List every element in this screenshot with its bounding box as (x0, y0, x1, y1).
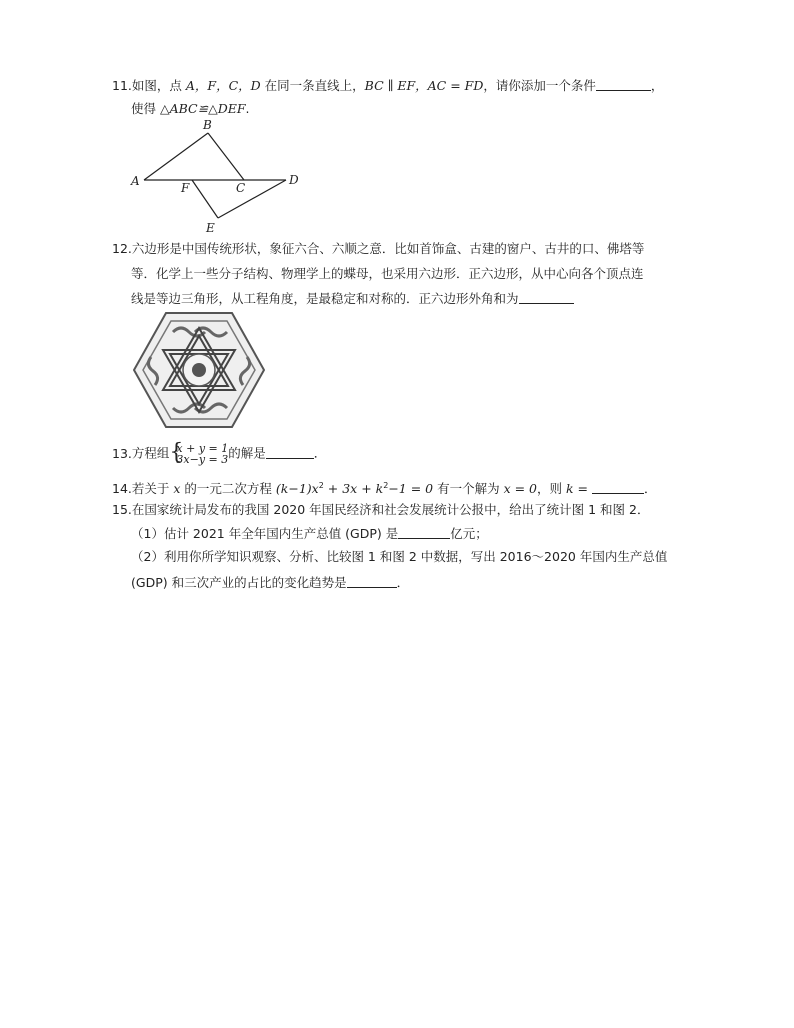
label-d: D (289, 173, 299, 187)
segment-bc (208, 133, 244, 180)
q15-sub2-line2: (GDP) 和三次产业的占比的变化趋势是 ． (131, 575, 410, 590)
label-c: C (236, 181, 246, 195)
q13-number: 13. (112, 445, 132, 461)
label-a: A (131, 174, 140, 188)
label-e: E (206, 221, 215, 235)
equation-system: { x + y = 1 3x−y = 3 (169, 440, 229, 466)
q12-line3: 线是等边三角形，从工程角度，是最稳定和对称的．正六边形外角和为 (131, 290, 574, 307)
q15-sub1-answer-blank[interactable] (398, 525, 450, 539)
q15-sub2-answer-blank[interactable] (347, 574, 397, 588)
label-b: B (203, 118, 212, 132)
q13-line: 13.方程组 { x + y = 1 3x−y = 3 的解是 ． (112, 440, 327, 466)
q12-number: 12. (112, 241, 132, 256)
q14-answer-blank[interactable] (592, 480, 644, 494)
q12-line2: 等．化学上一些分子结构、物理学上的蝶母，也采用六边形．正六边形，从中心向各个顶点连 (131, 266, 644, 281)
segment-fe (192, 180, 218, 218)
segment-ed (218, 180, 286, 218)
label-f: F (181, 181, 190, 195)
segment-ab (144, 133, 208, 180)
equation-2: 3x−y = 3 (176, 453, 229, 466)
equation-1: x + y = 1 (176, 442, 229, 455)
hexagon-ornament-image (133, 312, 265, 428)
q14-number: 14. (112, 481, 132, 496)
q12-line1: 12.六边形是中国传统形状，象征六合、六顺之意．比如首饰盒、古建的窗户、古井的口、佛塔等 (112, 241, 645, 256)
q15-sub2-line1: （2）利用你所学知识观察、分析、比较图 1 和图 2 中数据，写出 2016～2020 年国内生产总值 (131, 549, 668, 564)
q15-sub1: （1）估计 2021 年全年国内生产总值 (GDP) 是 亿元； (131, 526, 488, 541)
q12-answer-blank[interactable] (519, 290, 574, 304)
q14-line: 14.若关于 x 的一元二次方程 $(k-1)x^2 + 3x + k^2-1 = 0$ 有一个解为 x = 0，则 k = ． (112, 481, 657, 496)
q11-answer-blank[interactable] (596, 77, 651, 91)
q15-number: 15. (112, 502, 132, 517)
q15-line1: 15.在国家统计局发布的我国 2020 年国民经济和社会发展统计公报中，给出了统计图 1 和图 2． (112, 502, 650, 517)
q11-line1: 11.如图，点 A，F，C，D 在同一条直线上，BC ∥ EF，AC = FD，请你添加一个条件 ， (112, 78, 664, 93)
q11-number: 11. (112, 78, 132, 93)
q11-triangle-figure (126, 116, 311, 236)
q13-answer-blank[interactable] (266, 445, 314, 459)
q11-line2: 使得 △ABC≌△DEF. (131, 101, 250, 116)
